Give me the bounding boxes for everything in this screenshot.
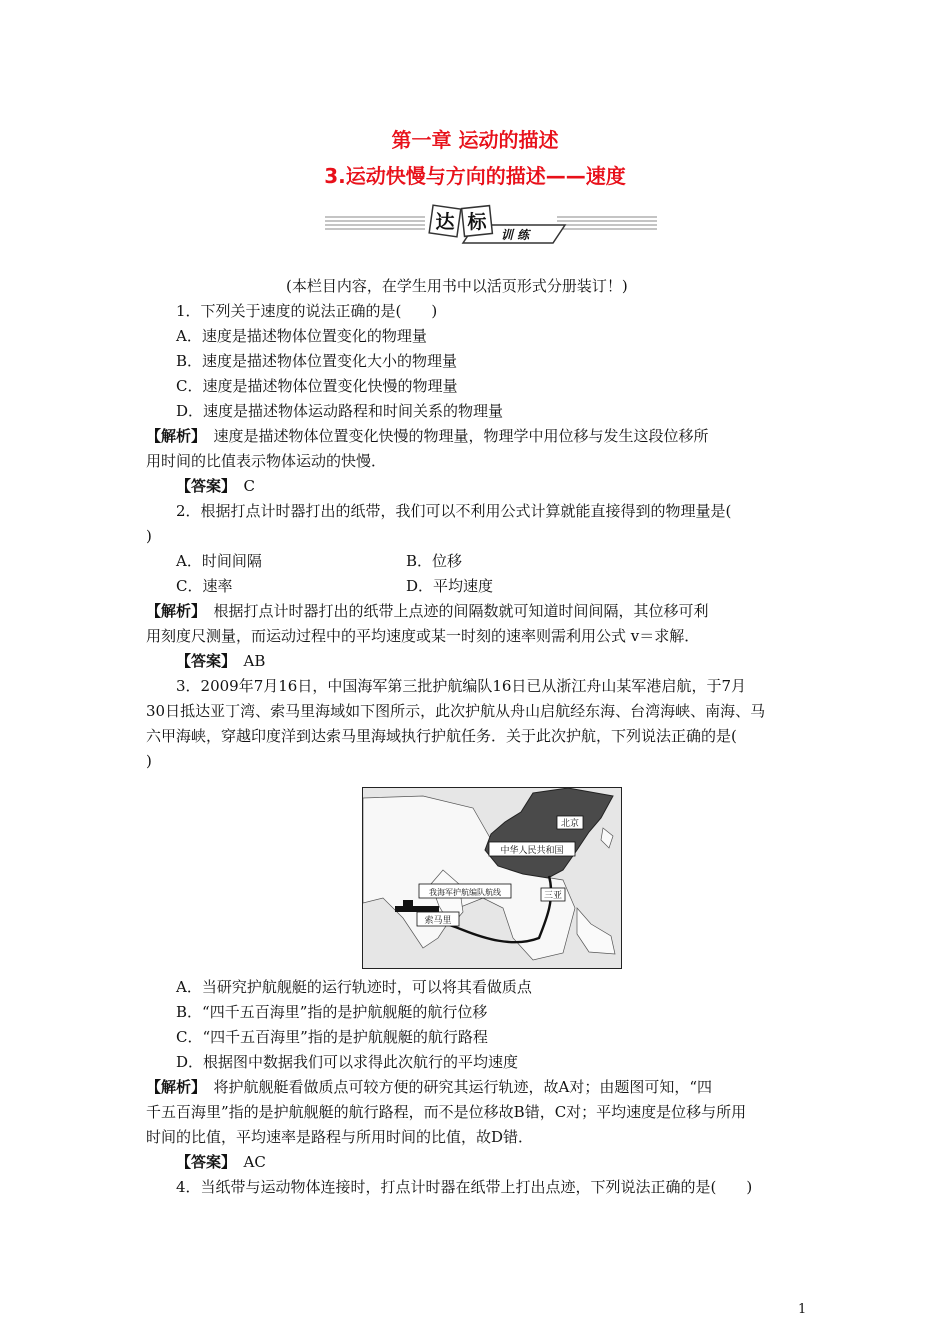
q3-analysis-text-3: 时间的比值，平均速率是路程与所用时间的比值，故D错． [146,1128,534,1146]
map-label-sanya: 三亚 [543,891,563,901]
q3-option-b: B．“四千五百海里”指的是护航舰艇的航行位移 [176,1003,488,1021]
escort-route-map [362,787,622,969]
q1-answer-tag: 【答案】 [176,477,229,495]
q2-stem-2: ) [146,527,152,545]
q1-stem: 1．下列关于速度的说法正确的是( ) [176,302,438,320]
q2-analysis-text-2: 用刻度尺测量，而运动过程中的平均速度或某一时刻的速率则需利用公式 v＝求解． [146,627,700,645]
banner-char-2: 标 [467,211,487,233]
q2-answer-value: AB [228,652,266,670]
q3-answer-tag: 【答案】 [176,1153,229,1171]
q3-answer-value: AC [228,1153,266,1171]
q1-option-c: C．速度是描述物体位置变化快慢的物理量 [176,377,458,395]
section-title: 3.运动快慢与方向的描述——速度 [324,164,626,188]
question-block-2 [146,975,806,1200]
q4-stem: 4．当纸带与运动物体连接时，打点计时器在纸带上打出点迹，下列说法正确的是( ) [176,1178,753,1196]
map-label-somalia: 索马里 [424,916,452,926]
q3-option-d: D．根据图中数据我们可以求得此次航行的平均速度 [176,1053,519,1071]
map-label-china: 中华人民共和国 [500,846,564,856]
q2-analysis-text-1: 根据打点计时器打出的纸带上点迹的间隔数就可知道时间间隔，其位移可利 [198,602,709,620]
q2-option-b: B．位移 [406,552,463,570]
q3-analysis-text-2: 千五百海里”指的是护航舰艇的航行路程，而不是位移故B错，C对；平均速度是位移与所用 [146,1103,747,1121]
chapter-title: 第一章 运动的描述 [391,128,559,152]
q1-answer [146,474,806,499]
q2-option-a: A．时间间隔 [176,552,262,570]
q3-stem-2: 30日抵达亚丁湾、索马里海域如下图所示，此次护航从舟山启航经东海、台湾海峡、南海、马 [146,702,766,720]
binding-note: (本栏目内容，在学生用书中以活页形式分册装订！) [286,277,628,295]
q2-answer-tag: 【答案】 [176,652,229,670]
section-banner [325,203,657,245]
question-block-1 [146,274,806,774]
q1-analysis-tag: 【解析】 [146,427,199,445]
q2-options-row-2 [146,574,806,599]
q2-option-d: D．平均速度 [406,577,494,595]
banner-subtitle: 训 练 [500,228,530,242]
q3-analysis-text-1: 将护航舰艇看做质点可较方便的研究其运行轨迹，故A对；由题图可知，“四 [198,1078,713,1096]
q3-analysis-tag: 【解析】 [146,1078,199,1096]
q2-options-row-1 [146,549,806,574]
banner-char-1: 达 [435,211,455,233]
q3-option-a: A．当研究护航舰艇的运行轨迹时，可以将其看做质点 [176,978,532,996]
q1-answer-value: C [228,477,255,495]
q2-answer [146,649,806,674]
map-label-beijing: 北京 [560,819,580,829]
q1-option-d: D．速度是描述物体运动路程和时间关系的物理量 [176,402,504,420]
q1-option-b: B．速度是描述物体位置变化大小的物理量 [176,352,458,370]
q3-answer [146,1150,806,1175]
q2-analysis [146,599,806,624]
q1-analysis [146,424,806,449]
q1-analysis-text-1: 速度是描述物体位置变化快慢的物理量，物理学中用位移与发生这段位移所 [198,427,709,445]
q3-stem-4: ) [146,752,152,770]
q3-stem-3: 六甲海峡，穿越印度洋到达索马里海域执行护航任务．关于此次护航，下列说法正确的是( [146,727,737,745]
map-label-route: 我海军护航编队航线 [429,888,501,897]
q3-stem-1: 3．2009年7月16日，中国海军第三批护航编队16日已从浙江舟山某军港启航，于7月 [176,677,746,695]
q3-analysis [146,1075,806,1100]
q2-analysis-tag: 【解析】 [146,602,199,620]
q3-option-c: C．“四千五百海里”指的是护航舰艇的航行路程 [176,1028,488,1046]
q2-stem-1: 2．根据打点计时器打出的纸带，我们可以不利用公式计算就能直接得到的物理量是( [176,502,732,520]
q1-analysis-text-2: 用时间的比值表示物体运动的快慢． [146,452,387,470]
q2-option-c: C．速率 [176,577,233,595]
page-number: 1 [798,1302,807,1317]
q1-option-a: A．速度是描述物体位置变化的物理量 [176,327,427,345]
